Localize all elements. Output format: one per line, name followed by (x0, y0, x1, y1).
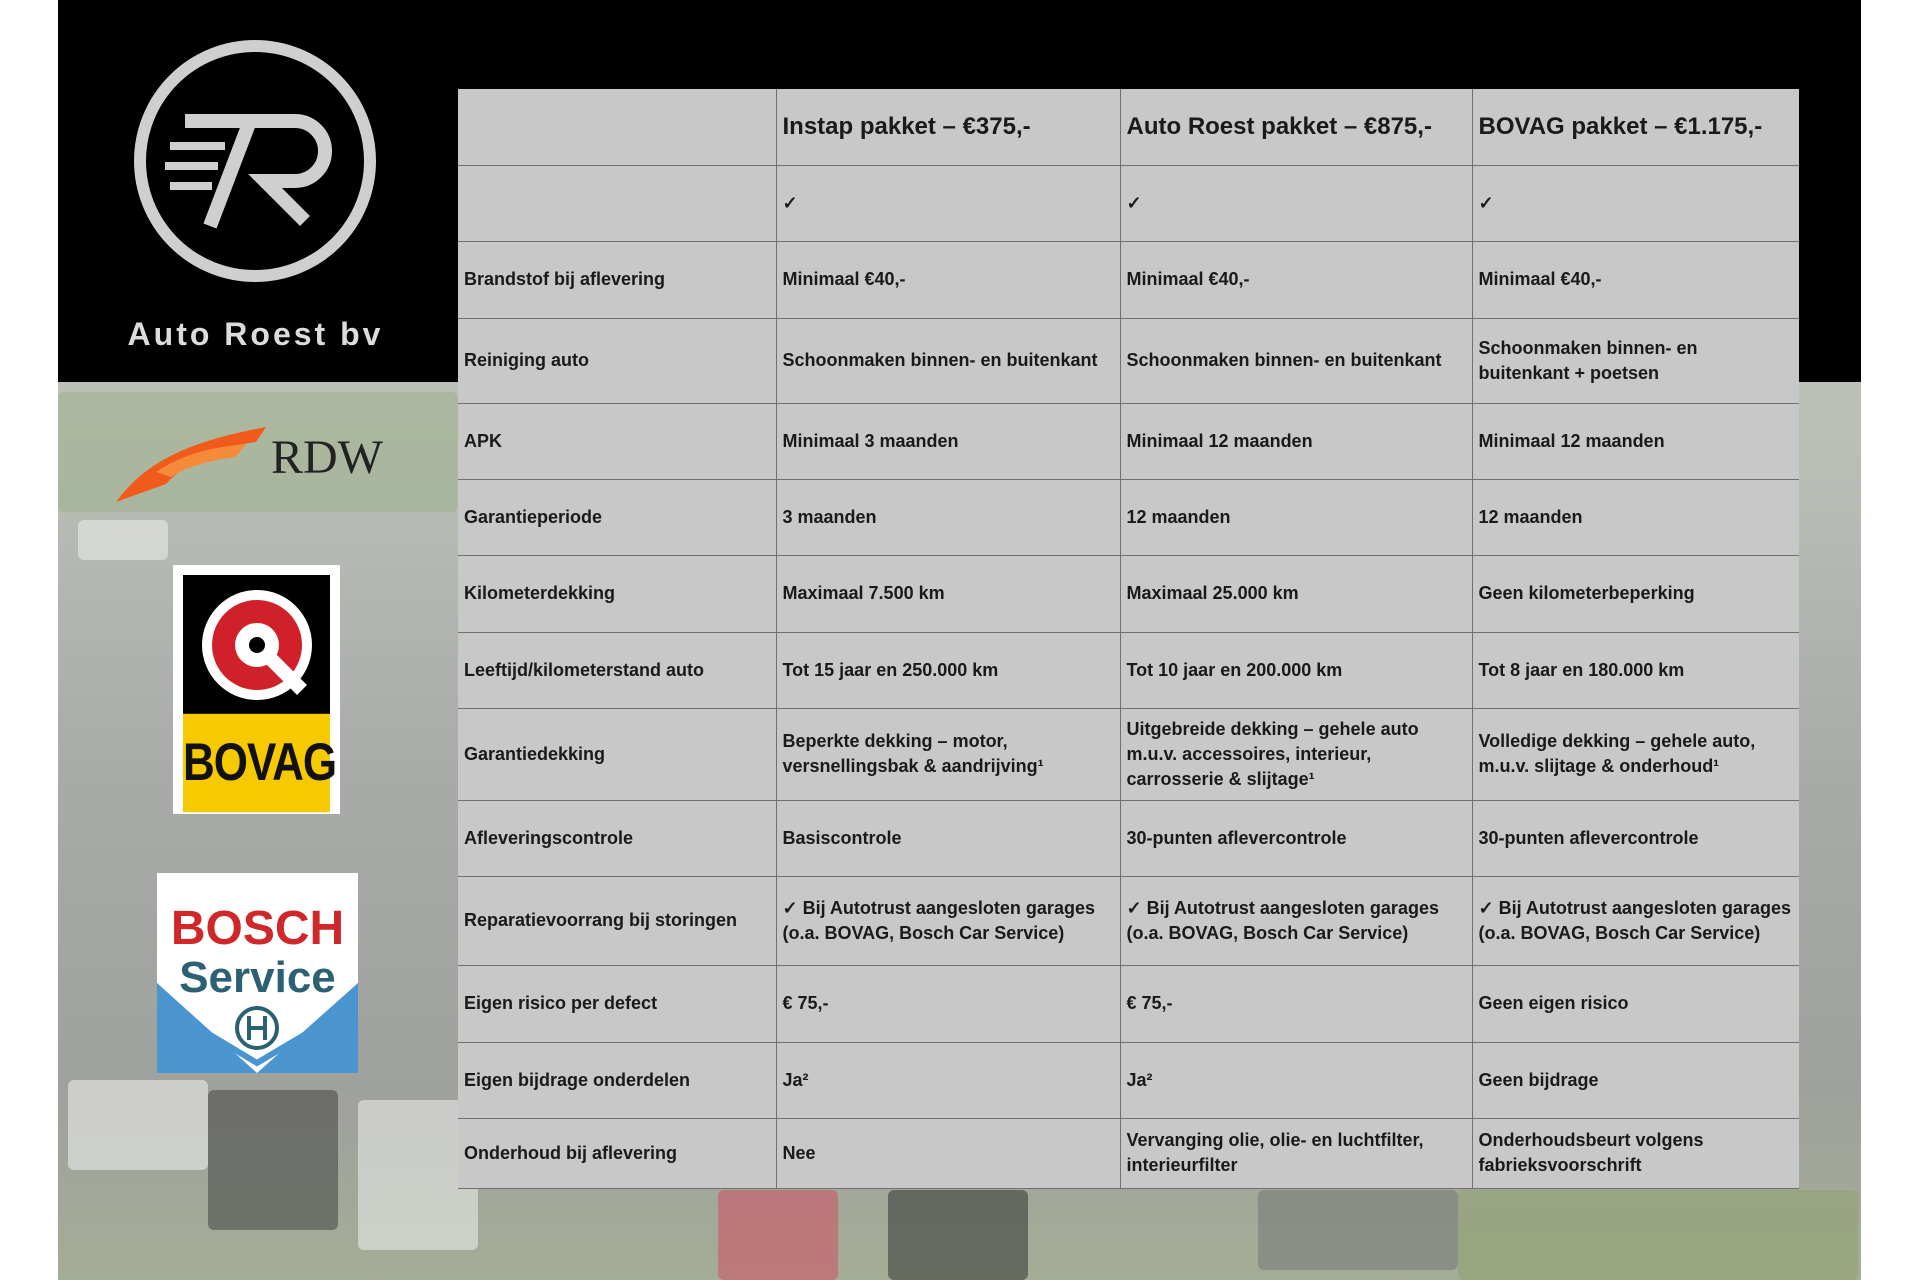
bosch-service-logo (157, 873, 358, 1073)
row-label: Leeftijd/kilometerstand auto (458, 632, 776, 708)
table-cell: 30-punten aflevercontrole (1472, 800, 1799, 876)
table-cell: Tot 8 jaar en 180.000 km (1472, 632, 1799, 708)
table-cell: Geen eigen risico (1472, 965, 1799, 1042)
table-row (458, 876, 1799, 965)
row-label: Reparatievoorrang bij storingen (458, 876, 776, 965)
table-cell: Ja² (1120, 1042, 1472, 1118)
table-cell: Uitgebreide dekking – gehele auto m.u.v. accessoires, interieur, carrosserie & slijtage¹ (1120, 708, 1472, 800)
table-cell: Schoonmaken binnen- en buitenkant (776, 318, 1120, 403)
header-instap: Instap pakket – €375,- (776, 89, 1120, 165)
brand-name: Auto Roest bv (127, 316, 384, 352)
header-bovag: BOVAG pakket – €1.175,- (1472, 89, 1799, 165)
row-label: Onderhoud bij aflevering (458, 1118, 776, 1188)
table-row (458, 800, 1799, 876)
row-label: Garantiedekking (458, 708, 776, 800)
table-cell: ✓ (1472, 165, 1799, 241)
table-cell: Volledige dekking – gehele auto, m.u.v. slijtage & onderhoud¹ (1472, 708, 1799, 800)
table-cell: Minimaal 12 maanden (1120, 403, 1472, 479)
table-row (458, 965, 1799, 1042)
bosch-text: BOSCH (170, 902, 345, 955)
table-cell: ✓ (776, 165, 1120, 241)
bovag-emblem-icon (197, 585, 317, 705)
background-photo (58, 0, 1861, 1280)
table-cell: Minimaal 3 maanden (776, 403, 1120, 479)
table-row (458, 632, 1799, 708)
table-cell: Maximaal 25.000 km (1120, 555, 1472, 632)
table-cell: ✓ Bij Autotrust aangesloten garages (o.a. BOVAG, Bosch Car Service) (776, 876, 1120, 965)
table-row (458, 165, 1799, 241)
car-shape (1258, 1190, 1458, 1270)
header-cell (458, 89, 776, 165)
car-shape (78, 520, 168, 560)
car-shape (68, 1080, 208, 1170)
table-cell: 30-punten aflevercontrole (1120, 800, 1472, 876)
car-shape (888, 1190, 1028, 1280)
table-row (458, 403, 1799, 479)
table-cell: 3 maanden (776, 479, 1120, 555)
package-comparison-table (458, 89, 1799, 1189)
table-cell: Schoonmaken binnen- en buitenkant + poetsen (1472, 318, 1799, 403)
table-cell: € 75,- (776, 965, 1120, 1042)
table-cell: 12 maanden (1120, 479, 1472, 555)
row-label: Reiniging auto (458, 318, 776, 403)
table-cell: Vervanging olie, olie- en luchtfilter, interieurfilter (1120, 1118, 1472, 1188)
table-cell: Nee (776, 1118, 1120, 1188)
grass (1458, 1190, 1858, 1280)
table-cell: Tot 15 jaar en 250.000 km (776, 632, 1120, 708)
table-cell: Maximaal 7.500 km (776, 555, 1120, 632)
auto-roest-logo (130, 36, 380, 286)
row-label: Brandstof bij aflevering (458, 241, 776, 318)
table-cell: Schoonmaken binnen- en buitenkant (1120, 318, 1472, 403)
table-cell: Minimaal €40,- (776, 241, 1120, 318)
table-cell: ✓ (1120, 165, 1472, 241)
row-label: Garantieperiode (458, 479, 776, 555)
table-cell: Geen bijdrage (1472, 1042, 1799, 1118)
row-label: Kilometerdekking (458, 555, 776, 632)
row-label: Afleveringscontrole (458, 800, 776, 876)
table-row (458, 1118, 1799, 1188)
table-cell: Tot 10 jaar en 200.000 km (1120, 632, 1472, 708)
row-label (458, 165, 776, 241)
table-row (458, 241, 1799, 318)
car-shape (718, 1190, 838, 1280)
table-row (458, 479, 1799, 555)
table-cell: Minimaal €40,- (1472, 241, 1799, 318)
rdw-text: RDW (271, 431, 383, 484)
service-text: Service (179, 953, 336, 1002)
table-cell: Basiscontrole (776, 800, 1120, 876)
table-row (458, 1042, 1799, 1118)
row-label: Eigen risico per defect (458, 965, 776, 1042)
table-cell: Ja² (776, 1042, 1120, 1118)
table-row (458, 555, 1799, 632)
table-cell: Geen kilometerbeperking (1472, 555, 1799, 632)
table-cell: € 75,- (1120, 965, 1472, 1042)
table-row (458, 708, 1799, 800)
table-header-row (458, 89, 1799, 165)
car-shape (208, 1090, 338, 1230)
table-cell: ✓ Bij Autotrust aangesloten garages (o.a. BOVAG, Bosch Car Service) (1472, 876, 1799, 965)
table-cell: ✓ Bij Autotrust aangesloten garages (o.a. BOVAG, Bosch Car Service) (1120, 876, 1472, 965)
rdw-logo (116, 422, 396, 504)
table-cell: Beperkte dekking – motor, versnellingsbak & aandrijving¹ (776, 708, 1120, 800)
table-row (458, 318, 1799, 403)
rdw-wing-icon (116, 422, 266, 504)
table-cell: Onderhoudsbeurt volgens fabrieksvoorschrift (1472, 1118, 1799, 1188)
bovag-logo (173, 565, 340, 814)
table-cell: Minimaal 12 maanden (1472, 403, 1799, 479)
table-cell: Minimaal €40,- (1120, 241, 1472, 318)
header-auto-roest: Auto Roest pakket – €875,- (1120, 89, 1472, 165)
bovag-text: BOVAG (183, 714, 330, 812)
table-cell: 12 maanden (1472, 479, 1799, 555)
row-label: Eigen bijdrage onderdelen (458, 1042, 776, 1118)
row-label: APK (458, 403, 776, 479)
